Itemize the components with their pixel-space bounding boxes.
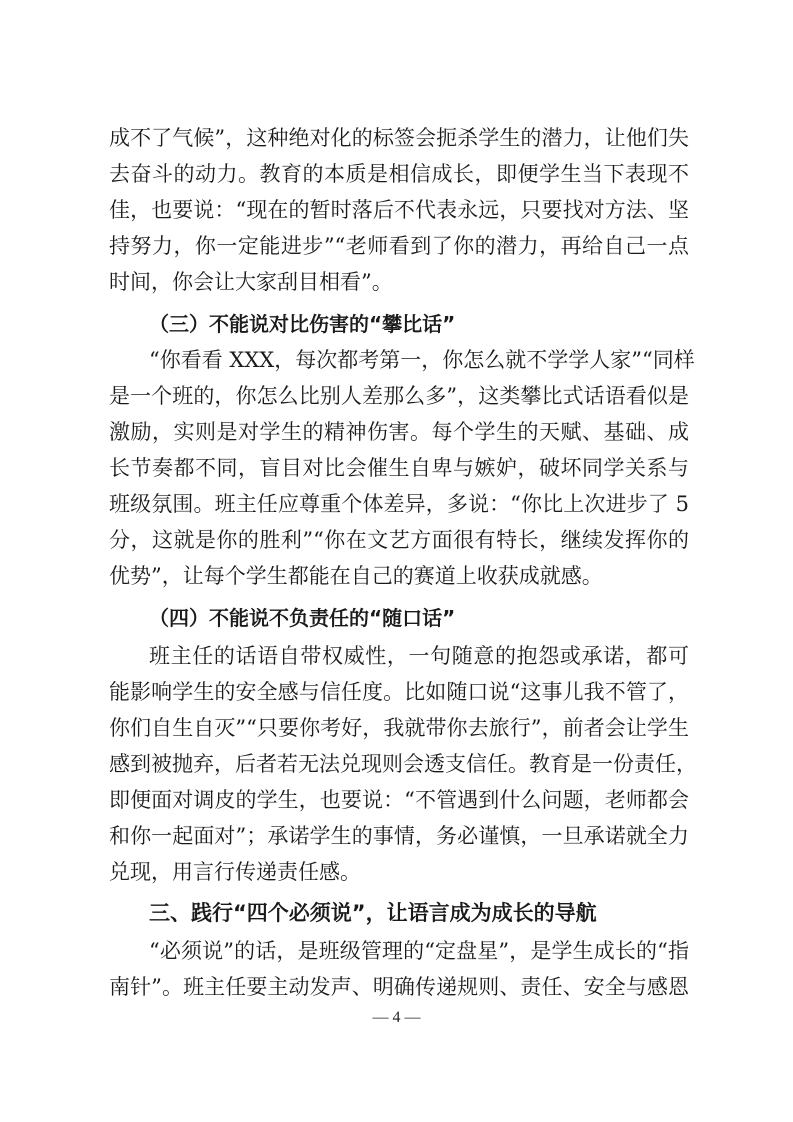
section-heading: 三、践行“四个必须说”，让语言成为成长的导航 <box>149 901 597 925</box>
body-line: 即便面对调皮的学生，也要说：“不管遇到什么问题，老师都会 <box>109 788 689 812</box>
section-subheading: （四）不能说不负责任的“随口话” <box>149 606 456 630</box>
body-line: 佳，也要说：“现在的暂时落后不代表永远，只要找对方法、坚 <box>109 198 689 222</box>
body-line: 班级氛围。班主任应尊重个体差异，多说：“你比上次进步了 5 <box>109 492 689 516</box>
body-line: 激励，实则是对学生的精神伤害。每个学生的天赋、基础、成 <box>109 420 689 444</box>
body-line: 长节奏都不同，盲目对比会催生自卑与嫉妒，破坏同学关系与 <box>109 456 689 480</box>
section-subheading: （三）不能说对比伤害的“攀比话” <box>149 312 456 336</box>
body-line: “必须说”的话，是班级管理的“定盘星”，是学生成长的“指 <box>149 939 689 963</box>
body-line: 兑现，用言行传递责任感。 <box>109 860 361 884</box>
body-line: 能影响学生的安全感与信任度。比如随口说“这事儿我不管了， <box>109 680 689 704</box>
body-line: 你们自生自灭”“只要你考好，我就带你去旅行”，前者会让学生 <box>109 716 689 740</box>
body-line: 去奋斗的动力。教育的本质是相信成长，即便学生当下表现不 <box>109 162 689 186</box>
body-line: 南针”。班主任要主动发声、明确传递规则、责任、安全与感恩 <box>109 975 689 999</box>
body-line: “你看看 XXX，每次都考第一，你怎么就不学学人家”“同样 <box>149 348 695 372</box>
body-line: 优势”，让每个学生都能在自己的赛道上收获成就感。 <box>109 564 603 588</box>
body-line: 成不了气候”，这种绝对化的标签会扼杀学生的潜力，让他们失 <box>109 126 689 150</box>
body-line: 持努力，你一定能进步”“老师看到了你的潜力，再给自己一点 <box>109 234 689 258</box>
body-line: 时间，你会让大家刮目相看”。 <box>109 270 393 294</box>
page-number: — 4 — <box>372 1009 421 1026</box>
body-line: 是一个班的，你怎么比别人差那么多”，这类攀比式话语看似是 <box>109 384 689 408</box>
body-line: 和你一起面对”；承诺学生的事情，务必谨慎，一旦承诺就全力 <box>109 824 689 848</box>
body-line: 感到被抛弃，后者若无法兑现则会透支信任。教育是一份责任， <box>109 752 697 776</box>
body-line: 班主任的话语自带权威性，一句随意的抱怨或承诺，都可 <box>149 644 689 668</box>
body-line: 分，这就是你的胜利”“你在文艺方面很有特长，继续发挥你的 <box>109 528 689 552</box>
